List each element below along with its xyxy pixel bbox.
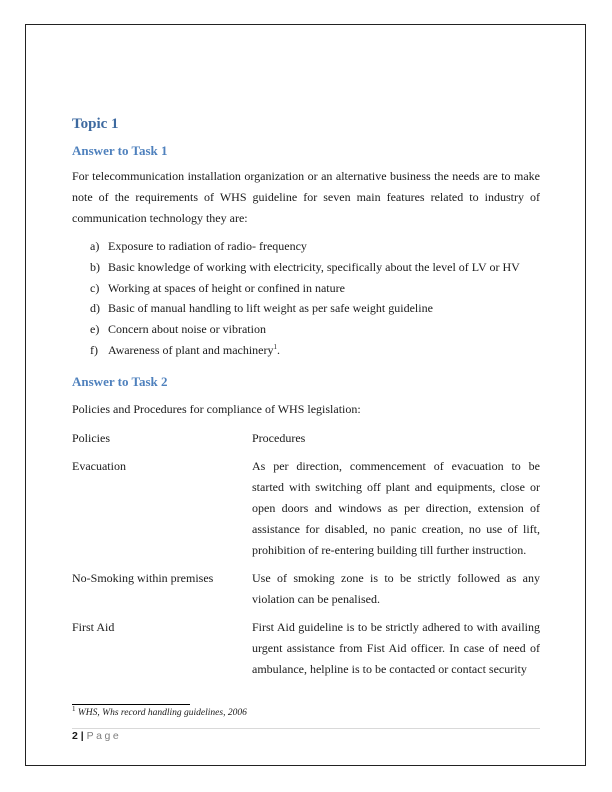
list-item: e) Concern about noise or vibration	[90, 322, 266, 337]
task2-heading: Answer to Task 2	[72, 374, 168, 389]
footnote-number: 1	[72, 704, 76, 713]
footnote-separator	[72, 704, 190, 705]
page-label: Page	[86, 730, 122, 742]
procedure-cell: Use of smoking zone is to be strictly followed as any violation can be penalised.	[252, 571, 540, 606]
footnote-text: WHS, Whs record handling guidelines, 2006	[77, 708, 247, 718]
policy-cell: First Aid	[72, 620, 115, 634]
list-item: f) Awareness of plant and machinery$^1$.	[90, 342, 281, 357]
task2-intro: Policies and Procedures for compliance of WHS legislation:	[72, 402, 361, 416]
policy-cell: Evacuation	[72, 459, 126, 473]
page-number: 2	[72, 730, 78, 742]
footer-separator-bar: |	[80, 730, 84, 742]
list-item: d) Basic of manual handling to lift weight as per safe weight guideline	[90, 301, 433, 316]
footnote-ref[interactable]: 1	[273, 342, 278, 351]
procedure-cell: First Aid guideline is to be strictly adhered to with availing urgent assistance from Fist Aid officer. In case of need of ambulance, helpline is to be contacted or contact security	[252, 620, 540, 676]
task1-list	[90, 238, 520, 363]
col-policies: Policies	[72, 431, 110, 445]
list-item: c) Working at spaces of height or confined in nature	[90, 280, 345, 295]
policy-cell: No-Smoking within premises	[72, 571, 214, 585]
topic-heading: Topic 1	[72, 116, 119, 132]
col-procedures: Procedures	[252, 431, 306, 445]
task1-heading: Answer to Task 1	[72, 143, 168, 158]
procedure-cell: As per direction, commencement of evacuation to be started with switching off plant and equipments, close or open doors and windows as per direction, extension of assistance for disabled, no panic creation, no use of lift, prohibition of re-entering building till further instruction.	[252, 459, 540, 557]
page-footer	[72, 730, 121, 742]
footnote	[72, 704, 247, 718]
task1-intro: For telecommunication installation organization or an alternative business the needs are to make note of the requirements of WHS guideline for seven main features related to industry of communication technology they are:	[72, 169, 540, 225]
footer-separator	[72, 728, 540, 729]
list-item: a) Exposure to radiation of radio- frequency	[90, 239, 307, 253]
list-item: b) Basic knowledge of working with electricity, specifically about the level of LV or HV	[90, 259, 520, 274]
